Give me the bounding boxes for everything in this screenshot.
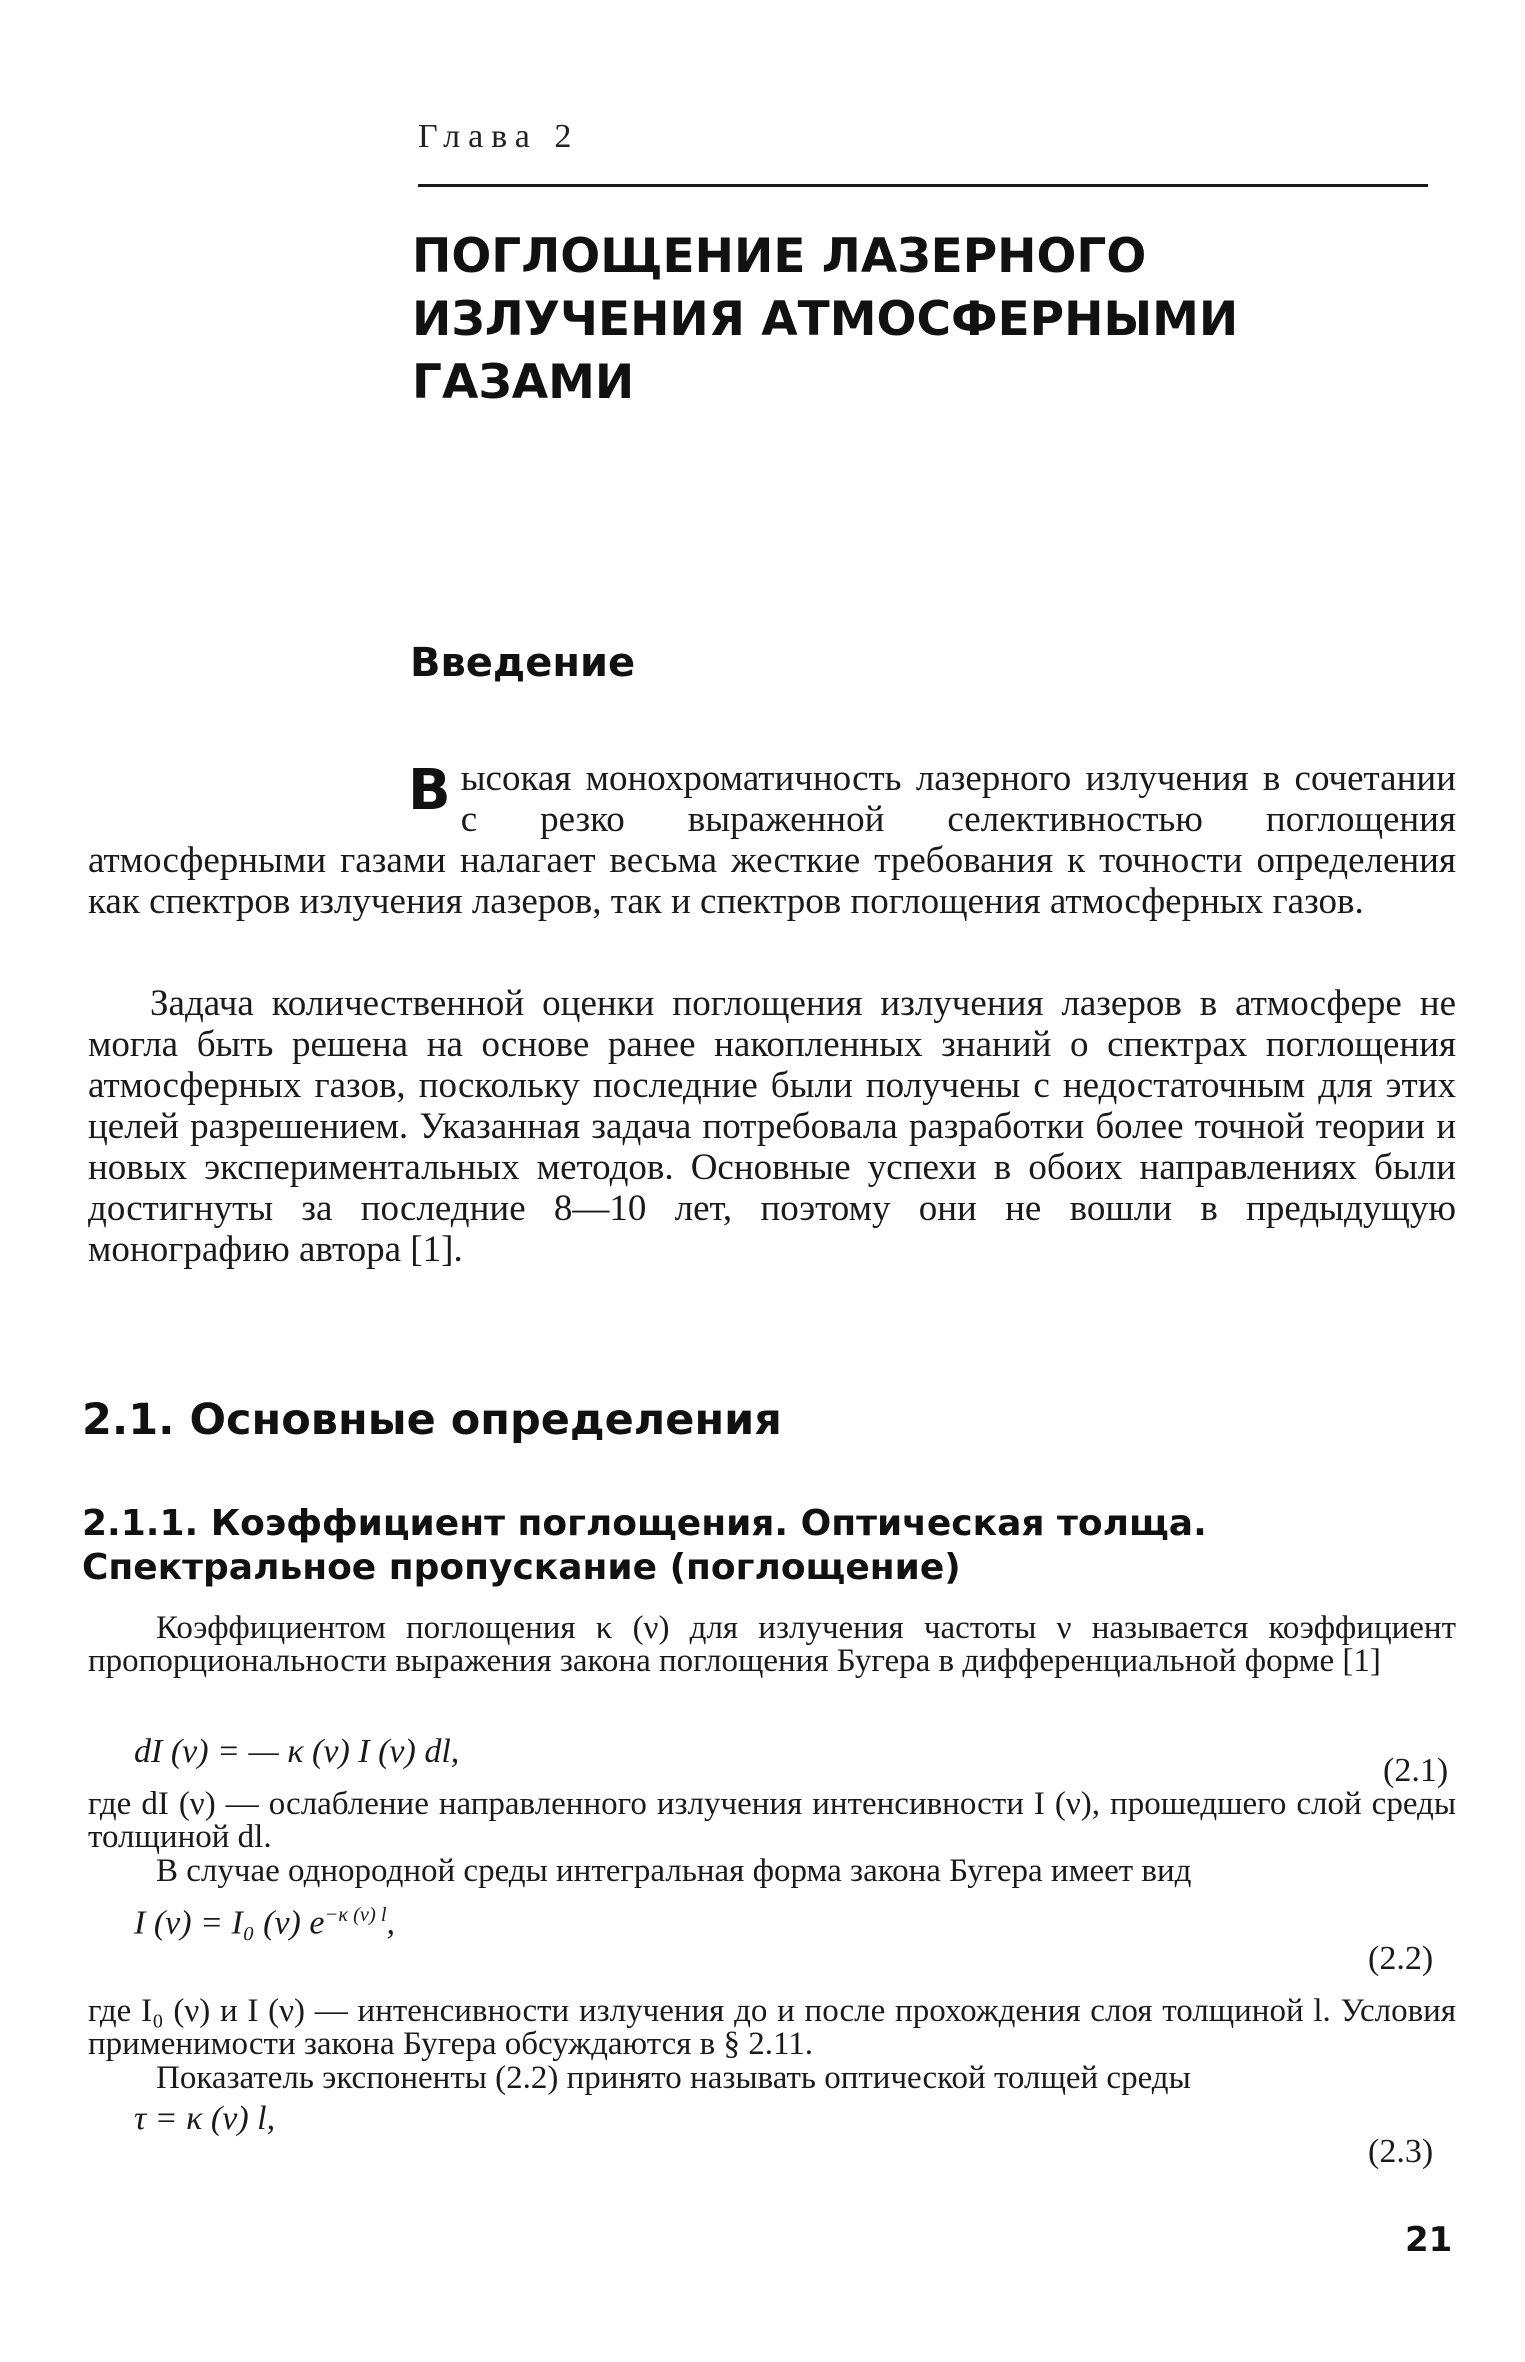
chapter-title-line: ПОГЛОЩЕНИЕ ЛАЗЕРНОГО <box>412 229 1147 284</box>
equation-2-2-exponent: −κ (ν) l <box>324 1904 387 1926</box>
subsection-heading <box>82 1502 1382 1590</box>
equation-2-1: dI (ν) = — κ (ν) I (ν) dl, <box>134 1733 460 1770</box>
introduction-heading: Введение <box>410 640 636 686</box>
equation-number-2-2: (2.2) <box>1368 1940 1434 1977</box>
equation-2-2-explanation: где I₀ (ν) и I (ν) — интенсивности излучения до и после прохождения слоя толщиной l. Условия применимости закона Бугера обсуждаются в § 2.11. <box>88 1993 1456 2062</box>
header-rule <box>418 184 1428 187</box>
chapter-label: Глава 2 <box>418 118 580 155</box>
subsection-heading-line: Спектральное пропускание (поглощение) <box>82 1547 961 1588</box>
subsection-heading-line: 2.1.1. Коэффициент поглощения. Оптическая толща. <box>82 1503 1207 1544</box>
equation-number-2-3: (2.3) <box>1368 2133 1434 2170</box>
equation-2-3: τ = κ (ν) l, <box>134 2100 276 2137</box>
chapter-title-line: ИЗЛУЧЕНИЯ АТМОСФЕРНЫМИ <box>412 292 1239 347</box>
homogeneous-medium-paragraph: В случае однородной среды интегральная форма закона Бугера имеет вид <box>156 1853 1192 1889</box>
intro-paragraph-1-text: ысокая монохроматичность лазерного излучения в сочетании с резко выраженной селективностью поглощения атмосферными газами налагает весьма жесткие требования к точности определения как спектров излучения лазеров, так и спектров поглощения атмосферных газов. <box>88 758 1456 922</box>
drop-cap: В <box>408 758 451 823</box>
equation-2-2-tail: , <box>386 1904 396 1942</box>
equation-2-2-base: I (ν) = I₀ (ν) e <box>134 1904 325 1942</box>
intro-paragraph-1 <box>88 758 1456 922</box>
chapter-title <box>412 225 1412 414</box>
chapter-title-line: ГАЗАМИ <box>412 355 635 410</box>
optical-depth-paragraph: Показатель экспоненты (2.2) принято называть оптической толщей среды <box>156 2060 1191 2096</box>
definition-paragraph: Коэффициентом поглощения κ (ν) для излучения частоты ν называется коэффициент пропорциональности выражения закона поглощения Бугера в дифференциальной форме [1] <box>88 1610 1456 1679</box>
page-number: 21 <box>1405 2220 1453 2260</box>
equation-number-2-1: (2.1) <box>1383 1752 1449 1789</box>
equation-2-2 <box>134 1904 395 1942</box>
equation-2-1-explanation: где dI (ν) — ослабление направленного излучения интенсивности I (ν), прошедшего слой среды толщиной dl. <box>88 1786 1456 1855</box>
section-heading: 2.1. Основные определения <box>82 1395 782 1445</box>
intro-paragraph-2: Задача количественной оценки поглощения излучения лазеров в атмосфере не могла быть решена на основе ранее накопленных знаний о спектрах поглощения атмосферных газов, поскольку последние были получены с недостаточным для этих целей разрешением. Указанная задача потребовала разработки более точной теории и новых экспериментальных методов. Основные успехи в обоих направлениях были достигнуты за последние 8—10 лет, поэтому они не вошли в предыдущую монографию автора [1]. <box>88 983 1456 1270</box>
